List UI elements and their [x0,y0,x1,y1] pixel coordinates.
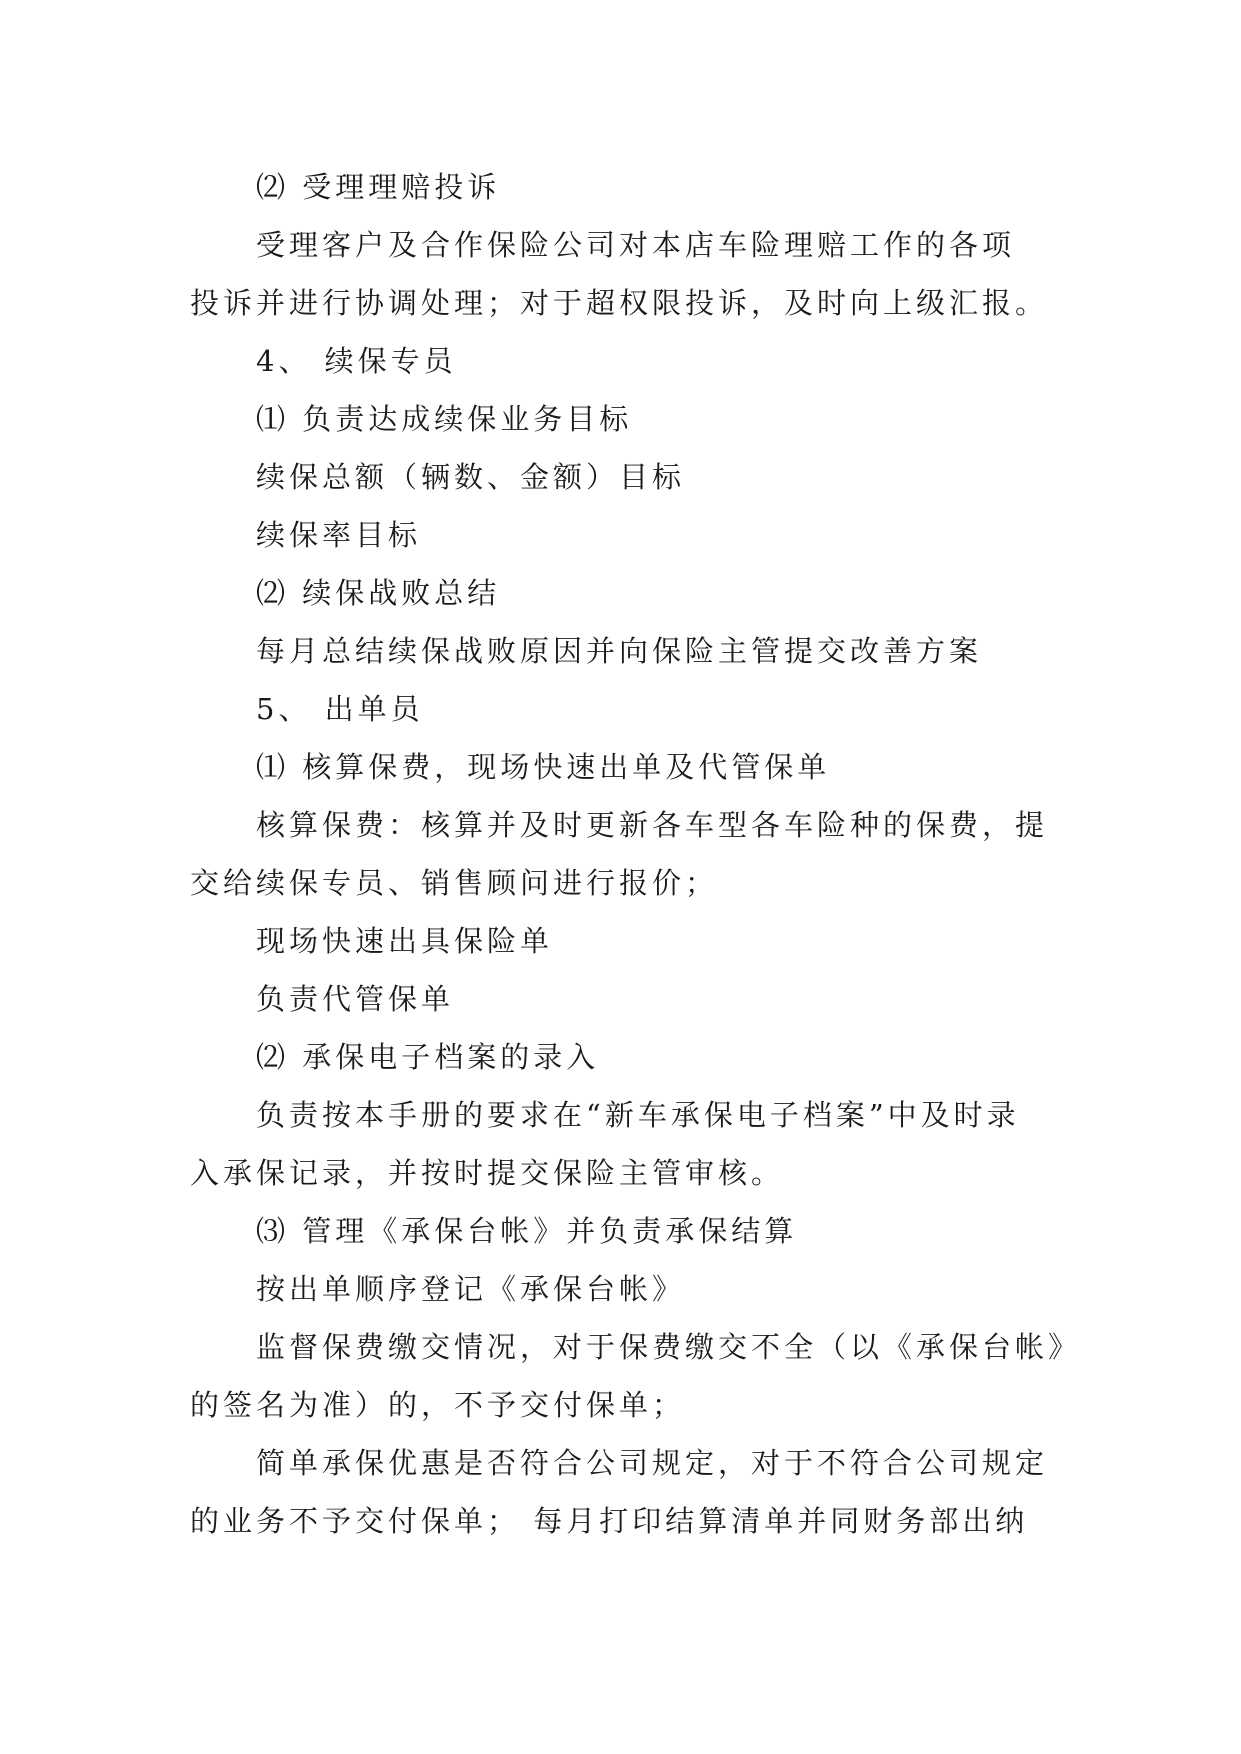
subheading-electronic-archive: ⑵ 承保电子档案的录入 [256,1040,600,1074]
paragraph-line: 续保率目标 [256,518,422,552]
subheading-underwriting-ledger: ⑶ 管理《承保台帐》并负责承保结算 [256,1214,798,1248]
paragraph-line: 交给续保专员、销售顾问进行报价； [190,866,719,900]
paragraph-line: 投诉并进行协调处理；对于超权限投诉，及时向上级汇报。 [190,286,1049,320]
paragraph-line: 受理客户及合作保险公司对本店车险理赔工作的各项 [256,228,1016,262]
paragraph-line: 入承保记录，并按时提交保险主管审核。 [190,1156,785,1190]
section-heading-renewal-specialist: 4、 续保专员 [256,344,457,378]
subheading-premium-calculation: ⑴ 核算保费，现场快速出单及代管保单 [256,750,831,784]
paragraph-line: 的签名为准）的，不予交付保单； [190,1388,686,1422]
paragraph-line: 每月总结续保战败原因并向保险主管提交改善方案 [256,634,983,668]
paragraph-line: 续保总额（辆数、金额）目标 [256,460,686,494]
paragraph-line: 按出单顺序登记《承保台帐》 [256,1272,686,1306]
heading-handle-claim-complaints: ⑵ 受理理赔投诉 [256,170,501,204]
document-body [190,158,1082,1550]
section-heading-policy-issuer: 5、 出单员 [256,692,424,726]
paragraph-line: 的业务不予交付保单； 每月打印结算清单并同财务部出纳 [190,1504,1029,1538]
paragraph-line: 简单承保优惠是否符合公司规定，对于不符合公司规定 [256,1446,1049,1480]
paragraph-line: 负责按本手册的要求在“新车承保电子档案”中及时录 [256,1098,1020,1132]
subheading-renewal-loss-summary: ⑵ 续保战败总结 [256,576,501,610]
paragraph-line: 监督保费缴交情况，对于保费缴交不全（以《承保台帐》 [256,1330,1082,1364]
subheading-renewal-targets: ⑴ 负责达成续保业务目标 [256,402,633,436]
paragraph-line: 现场快速出具保险单 [256,924,554,958]
paragraph-line: 核算保费：核算并及时更新各车型各车险种的保费，提 [256,808,1049,842]
paragraph-line: 负责代管保单 [256,982,455,1016]
